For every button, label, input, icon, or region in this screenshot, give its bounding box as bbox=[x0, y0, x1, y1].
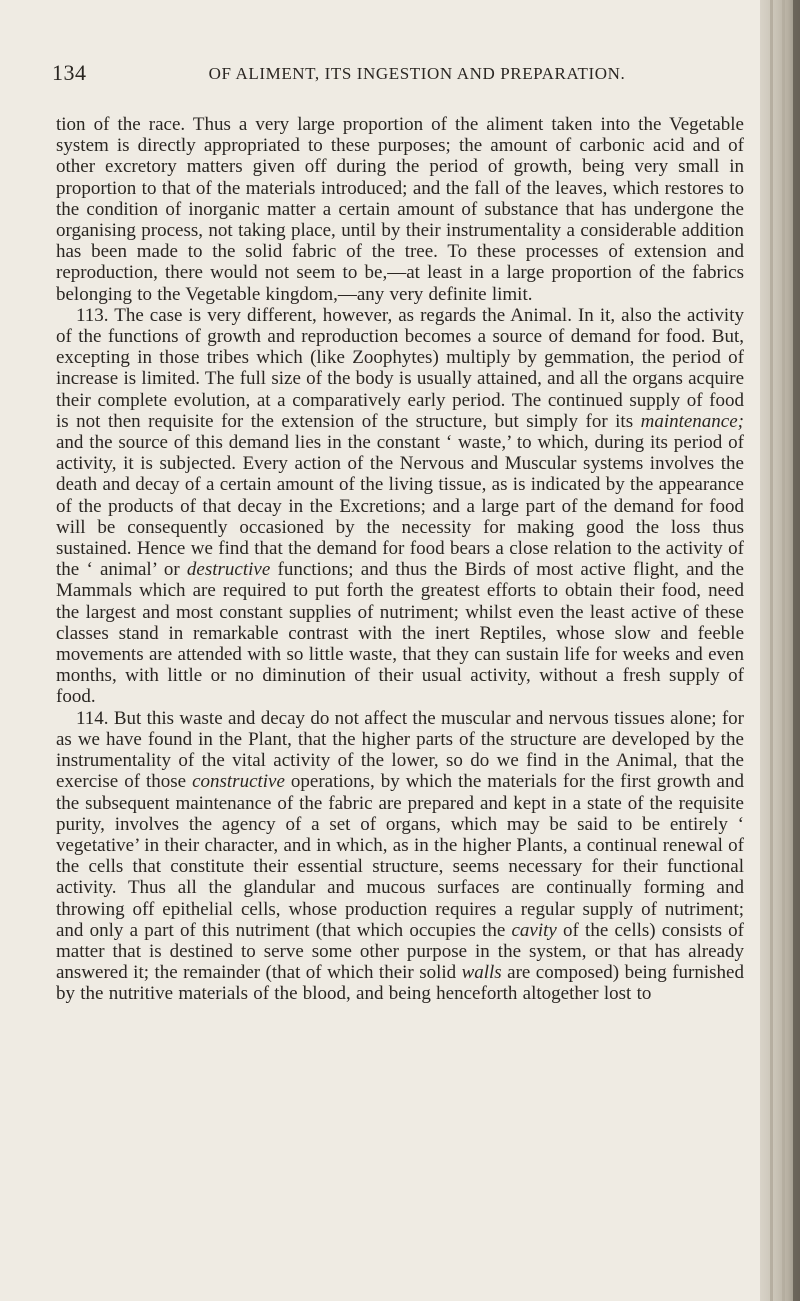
italic-segment: walls bbox=[461, 962, 502, 984]
page-number: 134 bbox=[52, 60, 87, 85]
page-edge-line bbox=[770, 0, 773, 1301]
running-head: OF ALIMENT, ITS INGESTION AND PREPARATION. bbox=[208, 64, 626, 83]
page-header bbox=[52, 60, 742, 94]
text-segment: operations, by which the materials for the first growth and the subsequent maintenance of the fabric are prepared and kept in a state of the requisite purity, involves the agency of a set of organs, which may be said to be entirely ‘ vegetative’ in their character, and in which, as in the higher Plants, a continual renewal of the cells that constitute their essential structure, seems necessary for their functional activity. Thus all the glandular and mucous surfaces are continually forming and throwing off epithelial cells, whose production requires a regular supply of nutriment; and only a part of this nutriment (that which occupies the bbox=[56, 771, 744, 941]
text-segment: functions; and thus the Birds of most active flight, and the Mammals which are required to put forth the greatest efforts to obtain their food, need the largest and most constant supplies of nutriment; whilst even the least active of these classes stand in remarkable contrast with the inert Reptiles, whose slow and feeble movements are attended with so little waste, that they can sustain life for weeks and even months, with little or no diminution of their usual activity, without a fresh supply of food. bbox=[56, 559, 744, 708]
paragraph-number: 113. bbox=[76, 304, 109, 326]
paragraph bbox=[56, 305, 744, 708]
text-segment: tion of the race. Thus a very large proportion of the aliment taken into the Vegetable system is directly appropriated to these purposes; the amount of carbonic acid and of other excretory matters given off during the period of growth, being very small in proportion to that of the materials introduced; and the fall of the leaves, which restores to the condition of inorganic matter a certain amount of substance that has undergone the organising process, not taking place, until by their instrumentality a considerable addition has been made to the solid fabric of the tree. To these processes of extension and reproduction, there would not seem to be,—at least in a large proportion of the fabrics belonging to the Vegetable kingdom,—any very definite limit. bbox=[56, 114, 744, 305]
text-segment: are composed) being furnished by the nutritive materials of the blood, and being henceforth altogether lost to bbox=[56, 962, 744, 1005]
paragraph-number: 114. bbox=[76, 707, 109, 729]
page-edge bbox=[760, 0, 800, 1301]
body-text bbox=[56, 114, 744, 1005]
binding-shadow bbox=[793, 0, 800, 1301]
italic-segment: destructive bbox=[186, 559, 271, 581]
text-segment: and the source of this demand lies in the constant ‘ waste,’ to which, during its period of activity, it is subjected. Every action of the Nervous and Muscular systems involves the death and decay of a certain amount of the living tissue, as is indicated by the appearance of the products of that decay in the Excretions; and a large part of the demand for food will be consequently occasioned by the necessity for making good the loss thus sustained. Hence we find that the demand for food bears a close relation to the activity of the ‘ animal’ or bbox=[56, 432, 744, 581]
text-segment: But this waste and decay do not affect the muscular and nervous tissues alone; for as we have found in the Plant, that the higher parts of the structure are developed by the instrumentality of the vital activity of the lower, so do we find in the Animal, that the exercise of those bbox=[56, 707, 744, 793]
paragraph bbox=[56, 114, 744, 305]
italic-segment: maintenance; bbox=[640, 410, 744, 432]
text-segment: The case is very different, however, as regards the Animal. In it, also the activity of the functions of growth and reproduction becomes a source of demand for food. But, excepting in those tribes which (like Zoophytes) multiply by gemmation, the period of increase is limited. The full size of the body is usually attained, and all the organs acquire their complete evolution, at a comparatively early period. The continued supply of food is not then requisite for the extension of the structure, but simply for its bbox=[56, 304, 744, 432]
italic-segment: constructive bbox=[192, 771, 285, 793]
text-segment: of the cells) consists of matter that is destined to serve some other purpose in the system, or that has already answered it; the remainder (that of which their solid bbox=[56, 919, 745, 984]
paragraph bbox=[56, 708, 744, 1005]
italic-segment: cavity bbox=[511, 919, 557, 941]
page-edge-line bbox=[782, 0, 785, 1301]
